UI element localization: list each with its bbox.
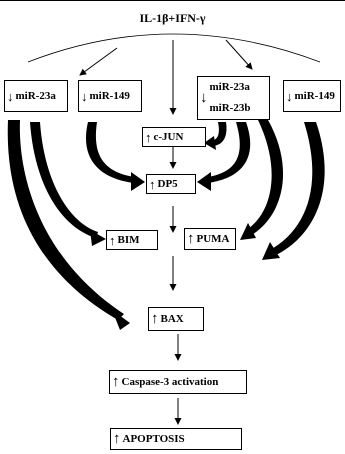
up-arrow-icon: ↑ [187, 230, 195, 247]
node-label: APOPTOSIS [122, 432, 185, 445]
node-bim [106, 230, 158, 250]
node-label: miR-149 [294, 89, 335, 102]
node-bax [148, 307, 204, 331]
stimulus-arc [28, 34, 320, 62]
node-label: Caspase-3 activation [121, 375, 219, 388]
arrow-stim-to-mir149-left [80, 48, 117, 75]
node-puma [184, 228, 236, 250]
down-arrow-icon: ↓ [286, 88, 293, 104]
thick-arrow-mir23a-to-bax [8, 120, 124, 320]
node-label-stack [210, 82, 251, 114]
node-label: PUMA [196, 232, 230, 245]
up-arrow-icon: ↑ [113, 430, 121, 447]
thick-arrow-mir149-to-dp5 [86, 122, 134, 183]
node-dp5 [146, 174, 196, 194]
down-arrow-icon: ↓ [81, 88, 88, 104]
stimulus-title: IL-1β+IFN-γ [139, 11, 206, 25]
up-arrow-icon: ↑ [109, 232, 116, 248]
node-apoptosis [110, 428, 242, 450]
arrow-stim-to-mir23-pair [226, 40, 252, 69]
down-arrow-icon: ↓ [7, 88, 14, 104]
up-arrow-icon: ↑ [149, 176, 156, 192]
node-cjun [142, 127, 206, 147]
node-mir23a-mir23b [197, 76, 270, 120]
thick-arrowhead-dp5-left [131, 172, 145, 191]
node-label-mir23a: miR-23a [209, 81, 250, 93]
down-arrow-icon: ↓ [200, 89, 208, 106]
node-label-mir23b: miR-23b [209, 102, 251, 114]
thick-arrow-mir23-to-dp5 [208, 122, 250, 183]
thick-arrowhead-dp5-right [197, 172, 211, 191]
up-arrow-icon: ↑ [145, 129, 152, 145]
node-label: BIM [117, 233, 140, 246]
thick-arrow-mir23-to-puma [246, 120, 283, 236]
node-label: DP5 [157, 177, 178, 190]
node-mir149-left [78, 80, 142, 112]
node-label: c-JUN [153, 130, 184, 143]
node-label: miR-149 [89, 89, 130, 102]
node-mir149-right [283, 80, 341, 112]
node-caspase3-activation [109, 370, 247, 394]
thick-arrowhead-bim [90, 230, 106, 246]
node-label: BAX [160, 312, 184, 325]
node-mir23a-left [4, 80, 68, 112]
up-arrow-icon: ↑ [151, 310, 159, 327]
up-arrow-icon: ↑ [112, 373, 120, 390]
node-label: miR-23a [15, 89, 56, 102]
